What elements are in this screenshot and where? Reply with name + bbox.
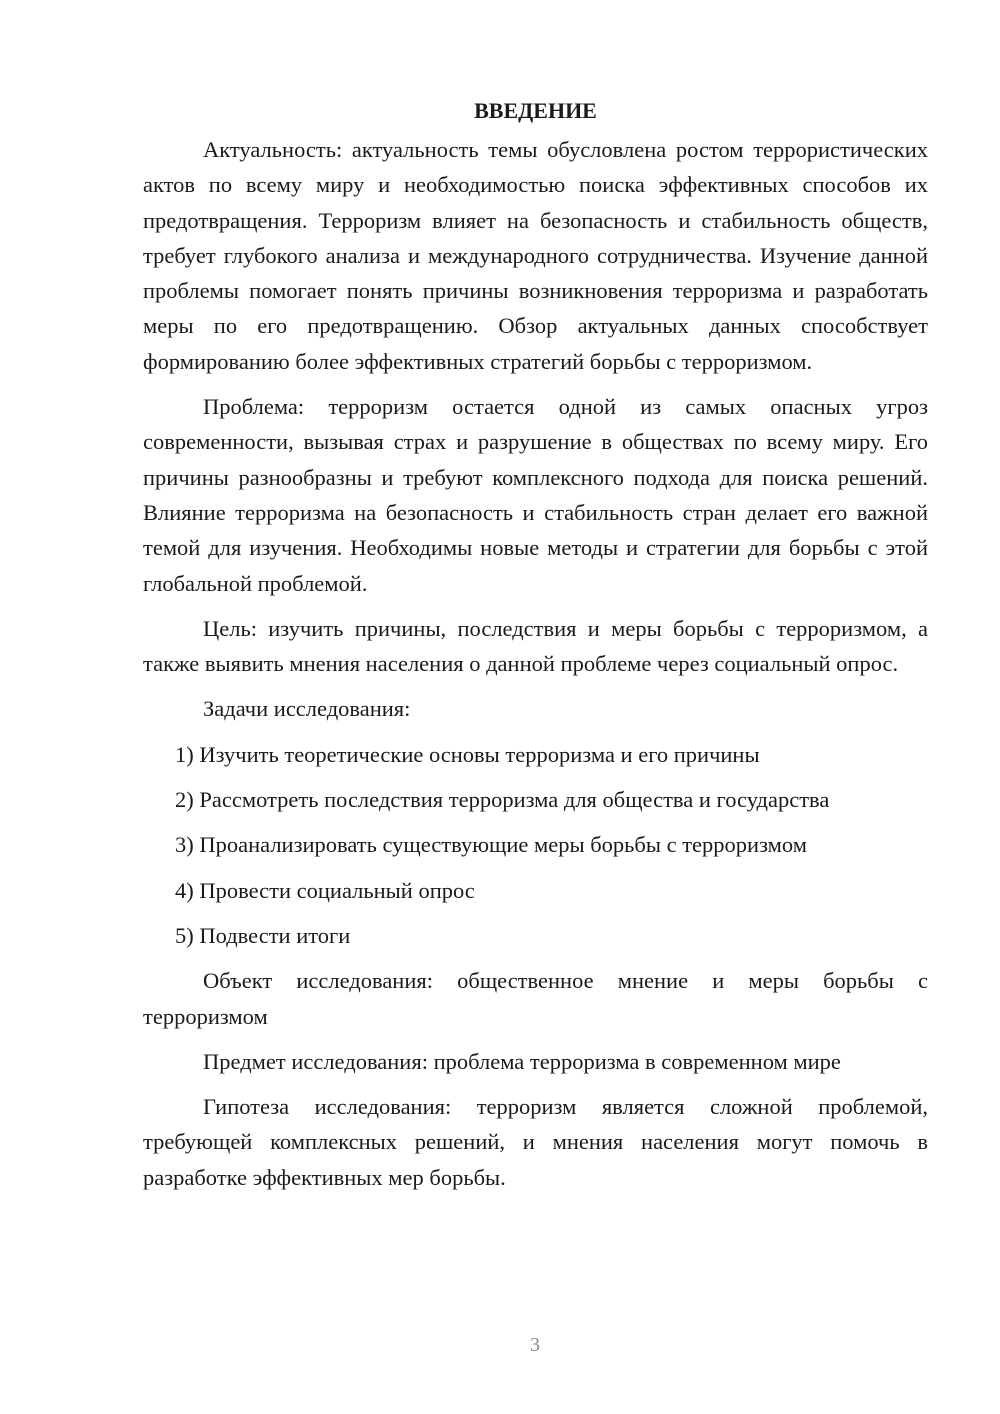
page-number: 3 bbox=[530, 1334, 540, 1356]
relevance-paragraph: Актуальность: актуальность темы обусловлена ростом террористических актов по всему миру и необходимостью поиска эффективных способов их предотвращения. Терроризм влияет на безопасность и стабильность обществ, требует глубокого анализа и международного сотрудничества. Изучение данной проблемы помогает понять причины возникновения терроризма и разработать меры по его предотвращению. Обзор актуальных данных способствует формированию более эффективных стратегий борьбы с терроризмом. bbox=[143, 137, 928, 374]
task-item: 1) Изучить теоретические основы терроризма и его причины bbox=[175, 741, 760, 767]
section-heading: ВВЕДЕНИЕ bbox=[474, 98, 597, 123]
task-item: 3) Проанализировать существующие меры борьбы с терроризмом bbox=[175, 832, 807, 858]
object-paragraph: Объект исследования: общественное мнение и меры борьбы с терроризмом bbox=[143, 968, 928, 1029]
tasks-list bbox=[143, 737, 928, 953]
problem-paragraph: Проблема: терроризм остается одной из самых опасных угроз современности, вызывая страх и разрушение в обществах по всему миру. Его причины разнообразны и требуют комплексного подхода для поиска решений. Влияние терроризма на безопасность и стабильность стран делает его важной темой для изучения. Необходимы новые методы и стратегии для борьбы с этой глобальной проблемой. bbox=[143, 394, 928, 596]
subject-paragraph: Предмет исследования: проблема терроризма в современном мире bbox=[203, 1048, 841, 1074]
task-item: 5) Подвести итоги bbox=[175, 922, 351, 948]
document-page bbox=[143, 96, 928, 1205]
task-item: 4) Провести социальный опрос bbox=[175, 877, 475, 903]
tasks-title: Задачи исследования: bbox=[203, 696, 411, 722]
task-item: 2) Рассмотреть последствия терроризма для общества и государства bbox=[175, 787, 830, 813]
goal-paragraph: Цель: изучить причины, последствия и меры борьбы с терроризмом, а также выявить мнения населения о данной проблеме через социальный опрос. bbox=[143, 615, 928, 677]
hypothesis-paragraph: Гипотеза исследования: терроризм является сложной проблемой, требующей комплексных решений, и мнения населения могут помочь в разработке эффективных мер борьбы. bbox=[143, 1094, 928, 1190]
